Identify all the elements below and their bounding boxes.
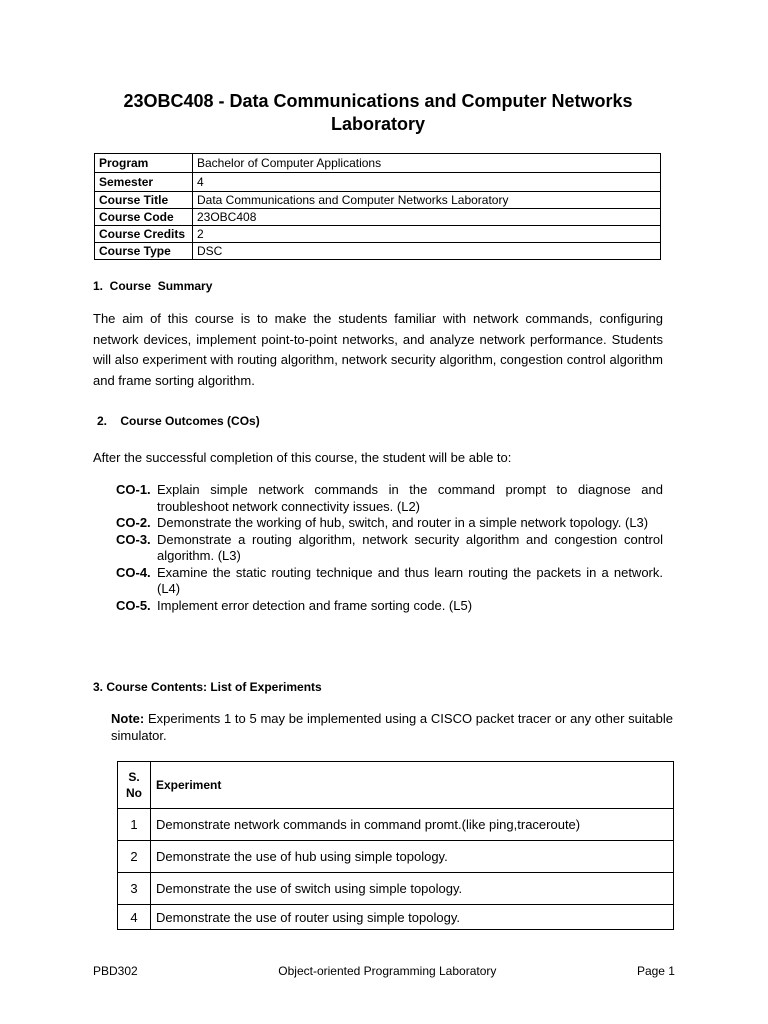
co-label: CO-3.	[116, 531, 151, 547]
table-header-row	[118, 762, 674, 809]
info-value: 2	[193, 226, 661, 243]
document-title: 23OBC408 - Data Communications and Computer Networks Laboratory	[123, 91, 633, 134]
outcomes-list	[116, 482, 663, 614]
cell-sno: 4	[118, 905, 151, 930]
section-heading-outcomes: 2. Course Outcomes (COs)	[97, 414, 260, 428]
co-text: Explain simple network commands in the command prompt to diagnose and troubleshoot network connectivity issues. (L2)	[157, 482, 663, 514]
info-row	[95, 192, 661, 209]
experiments-note	[111, 711, 673, 744]
table-row	[118, 841, 674, 873]
table-row	[118, 873, 674, 905]
info-value: 4	[193, 173, 661, 192]
info-key: Course Type	[95, 243, 193, 260]
footer-title: Object-oriented Programming Laboratory	[278, 964, 497, 978]
summary-paragraph: The aim of this course is to make the students familiar with network commands, configuring network devices, implement point-to-point networks, and analyze network performance. Students will also experiment with routing algorithm, network security algorithm, congestion control algorithm and frame sorting algorithm.	[93, 311, 663, 388]
info-value: 23OBC408	[193, 209, 661, 226]
cell-sno: 1	[118, 809, 151, 841]
co-label: CO-4.	[116, 564, 151, 580]
co-text: Demonstrate a routing algorithm, network security algorithm and congestion control algorithm. (L3)	[157, 531, 663, 563]
info-row	[95, 243, 661, 260]
outcomes-intro: After the successful completion of this course, the student will be able to:	[93, 450, 512, 465]
info-row	[95, 226, 661, 243]
cell-sno: 3	[118, 873, 151, 905]
page-footer	[93, 964, 675, 978]
list-item	[116, 482, 663, 515]
note-label: Note:	[111, 711, 145, 726]
footer-code: PBD302	[93, 964, 138, 978]
info-key: Course Code	[95, 209, 193, 226]
cell-experiment: Demonstrate network commands in command promt.(like ping,traceroute)	[151, 809, 674, 841]
info-key: Course Title	[95, 192, 193, 209]
section-heading-contents: 3. Course Contents: List of Experiments	[93, 680, 322, 694]
cell-experiment: Demonstrate the use of hub using simple topology.	[151, 841, 674, 873]
section-heading-summary: 1. Course Summary	[93, 279, 213, 293]
co-label: CO-1.	[116, 482, 151, 497]
info-value: Data Communications and Computer Networks Laboratory	[193, 192, 661, 209]
list-item	[116, 565, 663, 598]
info-value: DSC	[193, 243, 661, 260]
co-label: CO-5.	[116, 597, 151, 613]
co-label: CO-2.	[116, 515, 151, 530]
note-text: Experiments 1 to 5 may be implemented using a CISCO packet tracer or any other suitable simulator.	[111, 711, 673, 743]
info-key: Course Credits	[95, 226, 193, 243]
co-text: Examine the static routing technique and thus learn routing the packets in a network.(L4)	[157, 564, 663, 596]
list-item	[116, 515, 663, 532]
experiments-table	[117, 761, 674, 930]
list-item	[116, 532, 663, 565]
header-experiment: Experiment	[151, 762, 674, 809]
course-info-table	[94, 153, 661, 260]
cell-experiment: Demonstrate the use of switch using simple topology.	[151, 873, 674, 905]
info-key: Semester	[95, 173, 193, 192]
co-text: Demonstrate the working of hub, switch, and router in a simple network topology. (L3)	[157, 515, 649, 530]
info-value: Bachelor of Computer Applications	[193, 154, 661, 173]
info-row	[95, 173, 661, 192]
header-sno: S. No	[118, 762, 151, 809]
table-row	[118, 809, 674, 841]
footer-page-number: Page 1	[636, 964, 675, 978]
co-text: Implement error detection and frame sorting code. (L5)	[157, 597, 473, 613]
info-row	[95, 154, 661, 173]
list-item	[116, 598, 663, 615]
info-key: Program	[95, 154, 193, 173]
cell-sno: 2	[118, 841, 151, 873]
info-row	[95, 209, 661, 226]
table-row	[118, 905, 674, 930]
cell-experiment: Demonstrate the use of router using simple topology.	[151, 905, 674, 930]
